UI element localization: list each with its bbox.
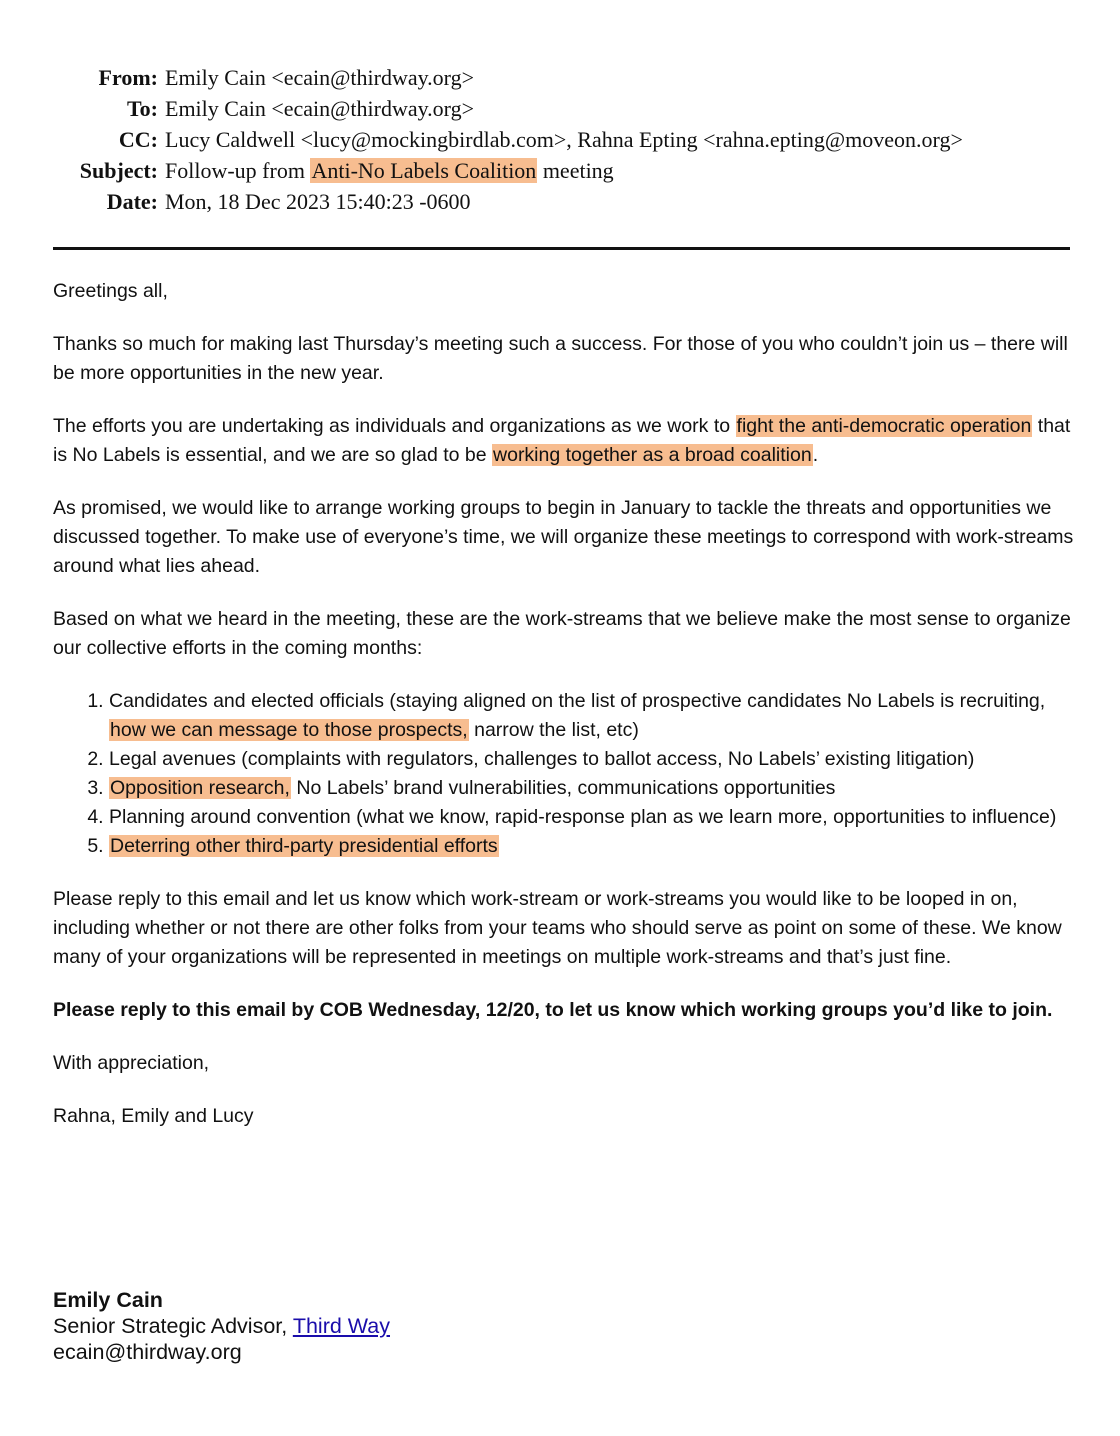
paragraph-2 (53, 412, 1083, 470)
to-label: To: (127, 96, 158, 121)
reply-deadline: Please reply to this email by COB Wednesday, 12/20, to let us know which working groups you’d like to join. (53, 999, 1053, 1021)
item1-text-b: narrow the list, etc) (468, 719, 639, 741)
greeting: Greetings all, (53, 280, 168, 302)
paragraph-1: Thanks so much for making last Thursday’s meeting such a success. For those of you who couldn’t join us – there will be more opportunities in the new year. (53, 333, 1068, 384)
p2-text-a: The efforts you are undertaking as individuals and organizations as we work to (53, 415, 736, 437)
paragraph-3: As promised, we would like to arrange working groups to begin in January to tackle the threats and opportunities we discussed together. To make use of everyone’s time, we will organize these meetings to correspond with work-streams around what lies ahead. (53, 497, 1074, 577)
email-header (0, 62, 1120, 217)
subject-label: Subject: (79, 158, 158, 183)
date-value: Mon, 18 Dec 2023 15:40:23 -0600 (165, 189, 471, 214)
cc-label: CC: (118, 127, 158, 152)
cc-value: Lucy Caldwell <lucy@mockingbirdlab.com>, Rahna Epting <rahna.epting@moveon.org> (165, 127, 963, 152)
header-divider (53, 247, 1070, 250)
p2-text-b: that is No Labels is essential, and we are so glad to be (53, 415, 1071, 466)
list-item (109, 687, 1083, 745)
subject-suffix: meeting (537, 158, 614, 183)
signature-title (53, 1313, 390, 1339)
signers: Rahna, Emily and Lucy (53, 1105, 254, 1127)
subject-row (0, 155, 1120, 186)
list-item: 4. Planning around convention (what we know, rapid-response plan as we learn more, opportunities to influence) (109, 803, 1083, 832)
subject-prefix: Follow-up from (165, 158, 311, 183)
from-label: From: (98, 65, 158, 90)
email-body (53, 277, 1083, 1155)
p2-text-c: . (812, 444, 819, 466)
signature-title-text: Senior Strategic Advisor, (53, 1314, 293, 1338)
to-value: Emily Cain <ecain@thirdway.org> (165, 96, 475, 121)
list-item: 2. Legal avenues (complaints with regulators, challenges to ballot access, No Labels’ existing litigation) (109, 745, 1083, 774)
to-row (0, 93, 1120, 124)
p2-highlight-1: fight the anti-democratic operation (736, 415, 1032, 437)
from-row (0, 62, 1120, 93)
p2-highlight-2: working together as a broad coalition (493, 444, 812, 466)
workstream-list (53, 687, 1083, 861)
from-value: Emily Cain <ecain@thirdway.org> (165, 65, 475, 90)
paragraph-5: Please reply to this email and let us know which work-stream or work-streams you would like to be looped in on, including whether or not there are other folks from your teams who should serve as point on some of these. We know many of your organizations will be represented in meetings on multiple work-streams and that’s just fine. (53, 888, 1062, 968)
subject-value (165, 155, 614, 186)
signature-name: Emily Cain (53, 1288, 163, 1312)
date-label: Date: (106, 189, 158, 214)
item1-text-a: Candidates and elected officials (staying aligned on the list of prospective candidates No Labels is recruiting, (109, 690, 1046, 712)
cc-row (0, 124, 1120, 155)
signature-block (53, 1287, 390, 1365)
list-item (109, 774, 1083, 803)
paragraph-4: Based on what we heard in the meeting, these are the work-streams that we believe make the most sense to organize our collective efforts in the coming months: (53, 608, 1071, 659)
item1-highlight: how we can message to those prospects, (110, 719, 468, 741)
subject-highlight: Anti-No Labels Coalition (311, 158, 537, 183)
closing: With appreciation, (53, 1052, 210, 1074)
list-item (109, 832, 1083, 861)
third-way-link[interactable]: Third Way (292, 1314, 390, 1338)
item3-highlight: Opposition research, (110, 777, 290, 799)
item3-text-b: No Labels’ brand vulnerabilities, communications opportunities (290, 777, 836, 799)
item5-highlight: Deterring other third-party presidential efforts (110, 835, 498, 857)
date-row (0, 186, 1120, 217)
signature-email: ecain@thirdway.org (53, 1340, 242, 1364)
